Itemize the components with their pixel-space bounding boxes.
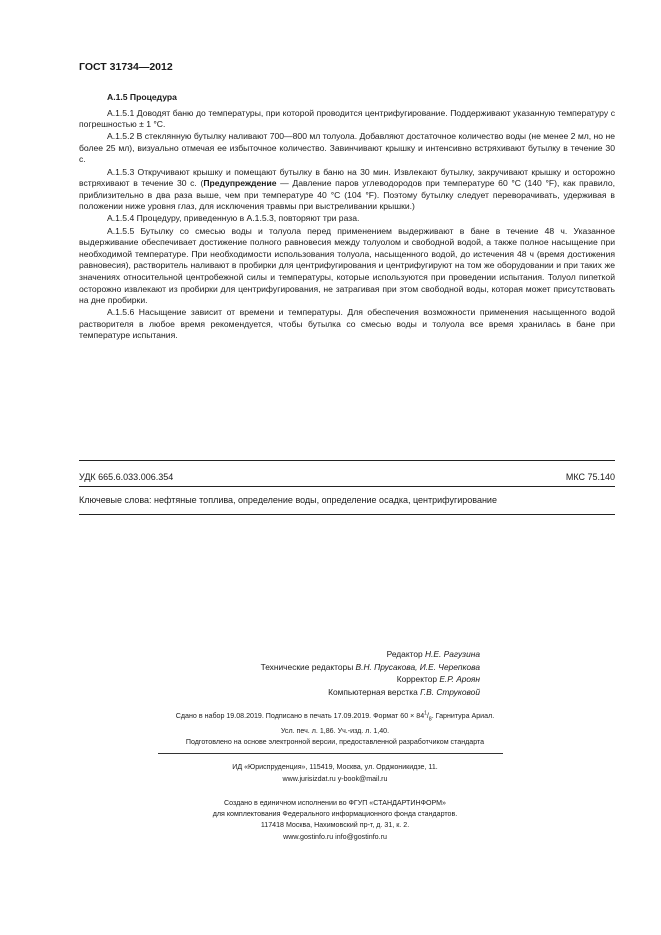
producer-block	[100, 798, 570, 843]
producer-line-4: www.gostinfo.ru info@gostinfo.ru	[283, 832, 387, 841]
divider-top	[79, 460, 615, 461]
format-fraction-den: 8	[428, 716, 432, 723]
paragraph-a1-5-3-text: A.1.5.3 Откручивают крышку и помещают бутылку в баню на 30 мин. Извлекают бутылку, закручивают крышку и осторожно встряхивают в течение 30 с. (	[79, 166, 615, 189]
print-info-line-2: Усл. печ. л. 1,86. Уч.-изд. л. 1,40.	[280, 726, 390, 735]
paragraph-a1-5-1: A.1.5.1 Доводят баню до температуры, при которой проводится центрифугирование. Поддерживают указанную температуру с погрешностью ± 1 °C.	[79, 107, 615, 130]
format-fraction-num: 1	[424, 710, 427, 717]
tech-editors-line	[180, 661, 480, 674]
print-dates-format: Сдано в набор 19.08.2019. Подписано в печать 17.09.2019. Формат 60 × 84	[175, 712, 425, 720]
paragraph-a1-5-3	[79, 167, 615, 213]
print-info-line-1	[100, 709, 570, 724]
corrector-line	[180, 673, 480, 686]
format-fraction-sep: /	[426, 712, 429, 720]
udc-code: УДК 665.6.033.006.354	[79, 472, 174, 482]
paragraph-a1-5-5: A.1.5.5 Бутылку со смесью воды и толуола перед применением выдерживают в бане в течение 48 ч. Указанное выдерживание обеспечивает достижение полного равновесия между толуолом и свободной водой, а также полное насыщение при необходимой температуре. При необходимости использования толуола, насыщенного водой, до истечения 48 ч (время достижения равновесия), растворитель наливают в пробирки для центрифугирования и центрифугируют на том же оборудовании и при таких же значениях относительной центробежной силы и температуры, которые используются при проведении испытания. Толуол пипеткой осторожно извлекают из пробирки для центрифугирования, не затрагивая при этом свободной воды, которая может присутствовать на дне пробирки.	[79, 225, 615, 306]
layout-label: Компьютерная верстка	[328, 686, 421, 697]
producer-line-3: 117418 Москва, Нахимовский пр-т, д. 31, к. 2.	[260, 821, 410, 830]
layout-line	[180, 686, 480, 699]
paragraph-a1-5-6: A.1.5.6 Насыщение зависит от времени и температуры. Для обеспечения возможности применения насыщенного водой растворителя в любое время рекомендуется, чтобы бутылка со смесью воды и толуола все время хранилась в бане при температуре испытания.	[79, 307, 615, 341]
layout-name: Г.В. Струковой	[420, 686, 480, 697]
prepared-note: Подготовлено на основе электронной версии, предоставленной разработчиком стандарта	[185, 738, 485, 746]
procedure-section	[79, 92, 615, 342]
producer-line-2: для комплектования Федерального информационного фонда стандартов.	[212, 810, 458, 819]
editor-line	[180, 648, 480, 661]
tech-editors-names: В.Н. Прусакова, И.Е. Черепкова	[355, 661, 480, 672]
publisher-block	[100, 762, 570, 786]
warning-text: — Давление паров углеводородов при температуре 60 °C (140 °F), как правило, приблизительно в два раза выше, чем при температуре 40 °C (104 °F). Поэтому бутылку следует переворачивать, удерживая в положении ниже уровня глаз, для исключения травмы при выстреливании крышки.)	[79, 178, 615, 212]
paragraph-a1-5-2: A.1.5.2 В стеклянную бутылку наливают 700—800 мл толуола. Добавляют достаточное количество воды (не менее 2 мл, но не более 25 мл), визуально отмечая ее избыточное количество. Завинчивают крышку и интенсивно встряхивают бутылку в течение 30 с.	[79, 131, 615, 165]
divider-publisher	[158, 753, 503, 754]
editor-name: Н.Е. Рагузина	[425, 649, 480, 659]
publisher-contacts: www.jurisizdat.ru y-book@mail.ru	[282, 774, 388, 783]
typeface-info: . Гарнитура Ариал.	[431, 712, 495, 720]
print-info	[100, 709, 570, 738]
tech-editors-label: Технические редакторы	[260, 661, 356, 672]
mks-code: МКС 75.140	[565, 472, 615, 482]
divider-middle	[79, 486, 615, 487]
publisher-address: ИД «Юриспруденция», 115419, Москва, ул. Орджоникидзе, 11.	[232, 763, 438, 771]
corrector-name: Е.Р. Ароян	[439, 674, 480, 685]
editor-label: Редактор	[386, 649, 425, 659]
warning-label: Предупреждение	[203, 178, 277, 189]
divider-bottom	[79, 514, 615, 515]
standard-code: ГОСТ 31734—2012	[79, 61, 173, 73]
corrector-label: Корректор	[396, 674, 440, 685]
paragraph-a1-5-4: A.1.5.4 Процедуру, приведенную в A.1.5.3, повторяют три раза.	[107, 213, 360, 224]
credits-block	[180, 648, 480, 698]
classification-row	[79, 472, 615, 482]
section-title: A.1.5 Процедура	[107, 92, 177, 102]
producer-line-1: Создано в единичном исполнении во ФГУП «СТАНДАРТИНФОРМ»	[224, 799, 446, 807]
keywords-line: Ключевые слова: нефтяные топлива, определение воды, определение осадка, центрифугирование	[79, 495, 497, 505]
